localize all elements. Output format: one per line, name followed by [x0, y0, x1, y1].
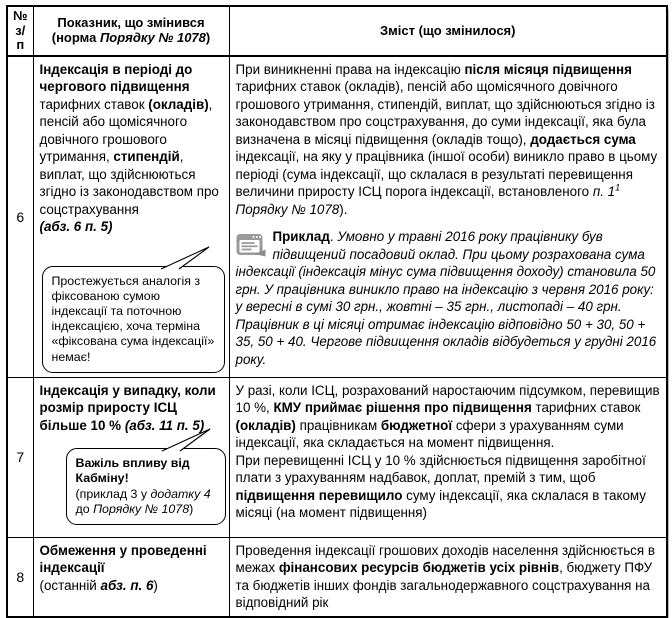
- callout-tail-icon: [157, 428, 211, 452]
- content-text: При виникненні права на індексацію після місяця підвищення тарифних ставок (окладів), пенсій або щомісячного довічного грошового утримання, стипендій, виплат, що здійснюються згідно із законодавством про соцстрахування, до суми індексації, яка була визначена в місяці підвищення (окладів тощо), додається сума індексації, на яку у працівника (іншої особи) виникло право в цьому періоді (сума індексації, що склалася в результаті перевищення величини приросту ІСЦ порога індексації, встановленого п. $1^1$ Порядку № 1078).: [235, 61, 658, 217]
- callout-text: Важіль впливу від Кабміну! (приклад 3 у додатку 4 до Порядку № 1078): [75, 456, 211, 516]
- example-block: [236, 228, 661, 368]
- header-row: [7, 6, 667, 56]
- indicator-cell: [33, 537, 229, 617]
- table-header: [7, 6, 667, 56]
- row-number: 6: [7, 56, 33, 378]
- example-text: Приклад. Умовно у травні 2016 року працівнику був підвищений посадовий оклад. При цьому розрахована сума індексації (індексація мінус сума підвищення доходу) становила 50 грн. У працівника виникло право на індексацію з червня 2016 року: у вересні в сумі 30 грн., жовтні – 35 грн., листопаді – 40 грн. Працівник в ці місяці отримає індексацію відповідно 50 + 30, 50 + 35, 50 + 40. Чергове підвищення окладів відбудеться у грудні 2016 року.: [235, 229, 657, 367]
- indicator-text: Обмеження у проведенні індексації (останній абз. п. 6): [39, 542, 207, 593]
- indicator-cell: [33, 56, 229, 378]
- callout-tail-icon: [156, 246, 210, 270]
- example-document-icon: [236, 230, 266, 260]
- content-cell: [229, 56, 667, 378]
- table-row: [7, 377, 667, 537]
- indicator-text: Індексація у випадку, коли розмір приросту ІСЦ більше 10 % (абз. 11 п. 5): [39, 382, 216, 433]
- callout-bubble: [42, 266, 225, 373]
- col-header-content: Зміст (що змінилося): [229, 6, 667, 56]
- row-number: 7: [7, 377, 33, 537]
- table-row: [7, 56, 667, 378]
- indexation-changes-table: [6, 5, 668, 618]
- table-row: [7, 537, 667, 617]
- content-cell: [229, 377, 667, 537]
- indicator-text: Індексація в періоді до чергового підвищення тарифних ставок (окладів), пенсій або щомісячного довічного грошового утримання, стипендій, виплат, що здійснюються згідно із законодавством про соцстрахування (абз. 6 п. 5): [39, 61, 219, 234]
- content-cell: [229, 537, 667, 617]
- callout-text: Простежується аналогія з фіксованою сумою індексації та поточною індексацією, хоча терміна «фіксована сума індексації» немає!: [51, 273, 215, 364]
- row-number: 8: [7, 537, 33, 617]
- callout-bubble: [66, 448, 226, 525]
- content-text: У разі, коли ІСЦ, розрахований наростаючим підсумком, перевищив 10 %, КМУ приймає рішення про підвищення тарифних ставок (окладів) працівникам бюджетної сфери з урахуванням суми індексації, яка складається на момент підвищення. При перевищенні ІСЦ у 10 % здійснюється підвищення заробітної плати з урахуванням надбавок, доплат, премій з тим, щоб підвищення перевищило суму індексації, яка склалася в такому місяці (на момент підвищення): [235, 382, 660, 521]
- col-header-indicator: Показник, що змінився (норма Порядку № 1078): [33, 6, 229, 56]
- content-text: Проведення індексації грошових доходів населення здійснюється в межах фінансових ресурсів бюджетів усіх рівнів, бюджету ПФУ та бюджетів інших фондів загальнодержавного соцстрахування на відповідний рік: [235, 542, 655, 611]
- indicator-cell: [33, 377, 229, 537]
- col-header-row-number: № з/п: [7, 6, 33, 56]
